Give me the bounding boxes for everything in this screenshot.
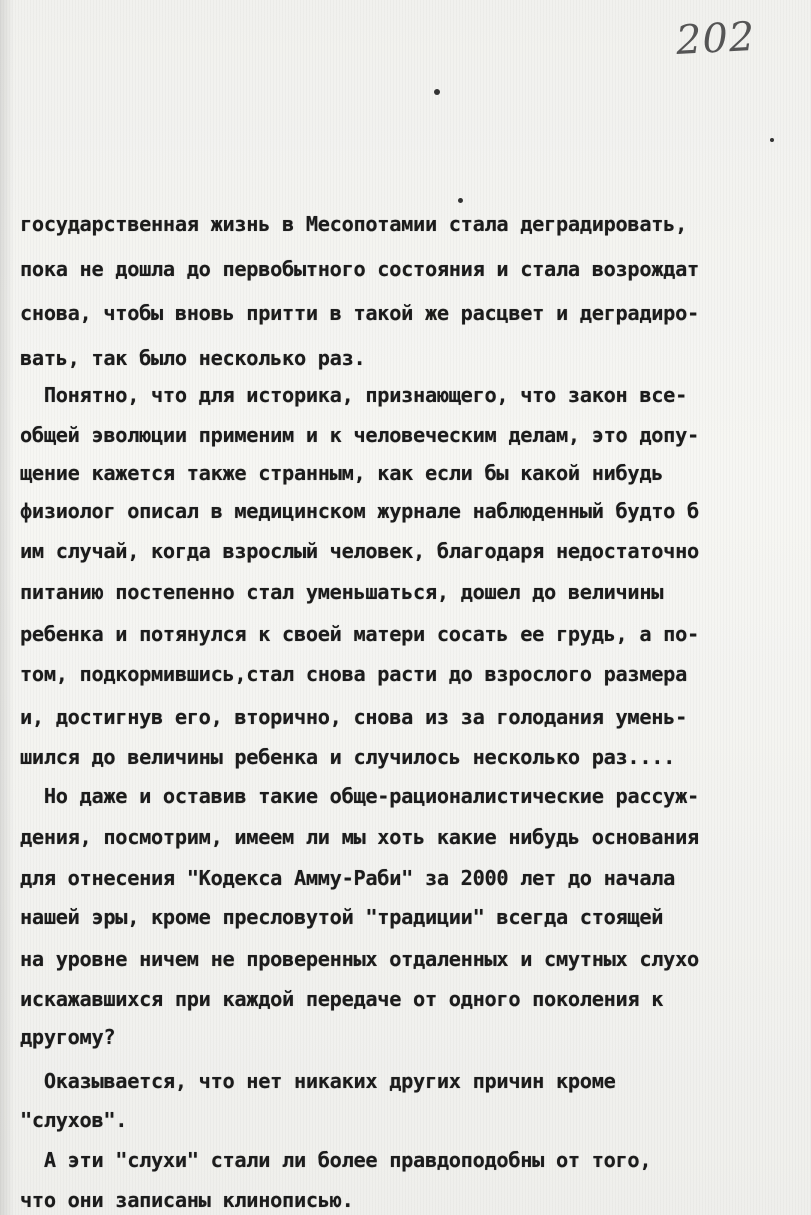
text-line: питанию постепенно стал уменьшаться, дошел до величины xyxy=(20,580,664,604)
text-line: вать, так было несколько раз. xyxy=(20,346,366,370)
text-line: нашей эры, кроме пресловутой "традиции" всегда стоящей xyxy=(20,905,664,929)
text-line: шился до величины ребенка и случилось несколько раз.... xyxy=(20,745,676,769)
ink-speck xyxy=(434,89,440,95)
text-line: пока не дошла до первобытного состояния и стала возрождат xyxy=(20,257,699,281)
text-line: им случай, когда взрослый человек, благодаря недостаточно xyxy=(20,539,699,563)
text-line: А эти "слухи" стали ли более правдоподобны от того, xyxy=(20,1148,652,1172)
text-line: Оказывается, что нет никаких других причин кроме xyxy=(20,1069,616,1093)
text-line: дения, посмотрим, имеем ли мы хоть какие нибудь основания xyxy=(20,825,699,849)
text-line: государственная жизнь в Месопотамии стала деградировать, xyxy=(20,212,687,236)
text-line: щение кажется также странным, как если бы какой нибудь xyxy=(20,461,664,485)
scan-edge-shadow xyxy=(0,0,14,1215)
text-line: ребенка и потянулся к своей матери сосать ее грудь, а по- xyxy=(20,622,699,646)
text-line: том, подкормившись,стал снова расти до взрослого размера xyxy=(20,662,687,686)
text-line: искажавшихся при каждой передаче от одного поколения к xyxy=(20,987,664,1011)
handwritten-page-number: 202 xyxy=(674,13,757,65)
ink-speck xyxy=(770,138,774,142)
text-line: Но даже и оставив такие обще-рационалистические рассуж- xyxy=(20,784,699,808)
text-line: Понятно, что для историка, признающего, что закон все- xyxy=(20,383,687,407)
text-line: общей эволюции применим и к человеческим делам, это допу- xyxy=(20,423,699,447)
text-line: и, достигнув его, вторично, снова из за голодания умень- xyxy=(20,705,687,729)
text-line: снова, чтобы вновь притти в такой же расцвет и деградиро- xyxy=(20,301,699,325)
text-line: что они записаны клинописью. xyxy=(20,1188,354,1212)
ink-speck xyxy=(458,198,463,203)
text-line: для отнесения "Кодекса Амму-Раби" за 2000 лет до начала xyxy=(20,866,676,890)
text-line: физиолог описал в медицинском журнале наблюденный будто б xyxy=(20,499,699,523)
text-line: "слухов". xyxy=(20,1108,128,1132)
text-line: другому? xyxy=(20,1025,116,1049)
text-line: на уровне ничем не проверенных отдаленных и смутных слухо xyxy=(20,947,699,971)
